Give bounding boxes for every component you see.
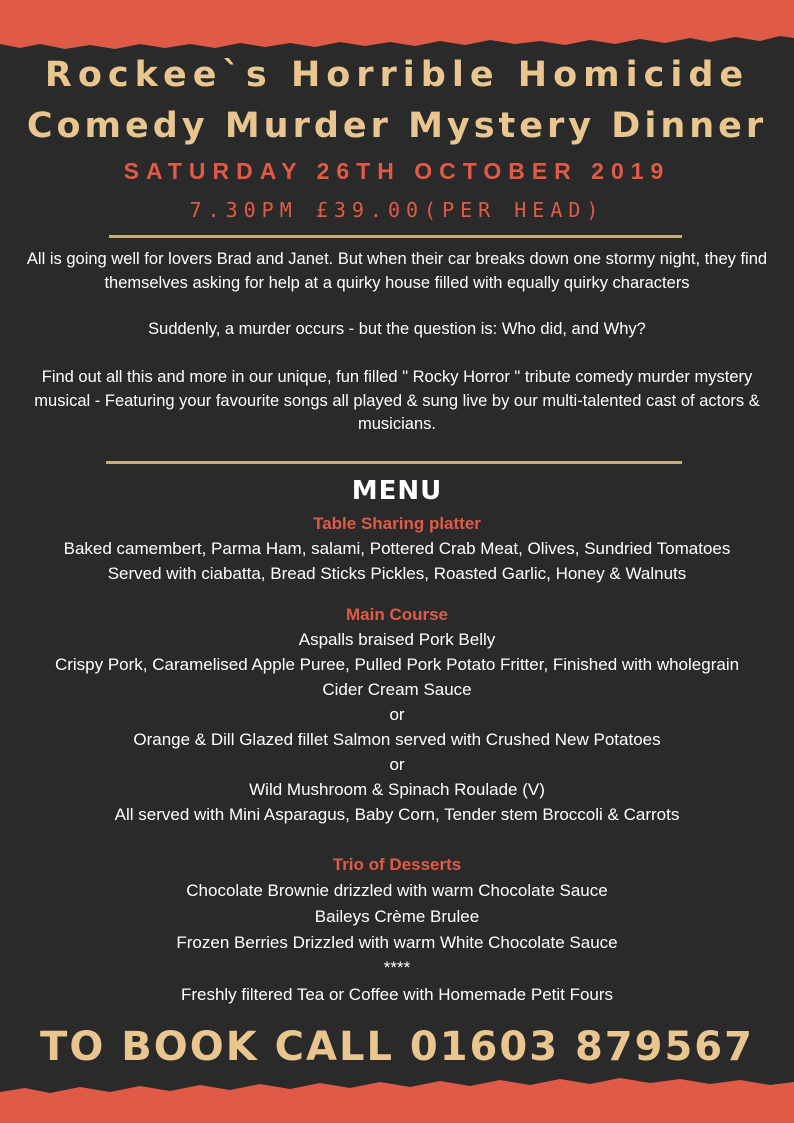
dessert-line: Frozen Berries Drizzled with warm White Chocolate Sauce (176, 933, 618, 952)
divider-top (109, 235, 682, 238)
main-course-title: Main Course (345, 605, 449, 624)
main-course-line: Wild Mushroom & Spinach Roulade (V) (249, 780, 545, 799)
event-title-line1: Rockee`s Horrible Homicide (44, 55, 750, 95)
event-price: 7.30PM £39.00(PER HEAD) (189, 198, 605, 222)
desserts-title: Trio of Desserts (332, 855, 462, 874)
main-course-line: All served with Mini Asparagus, Baby Corn, Tender stem Broccoli & Carrots (114, 805, 680, 824)
main-course-line: Crispy Pork, Caramelised Apple Puree, Pulled Pork Potato Fritter, Finished with wholegrain (54, 655, 740, 674)
dessert-line: Baileys Crème Brulee (314, 907, 480, 926)
top-decorative-band (0, 0, 794, 60)
divider-menu (106, 461, 682, 464)
starter-title: Table Sharing platter (313, 514, 481, 533)
booking-phone[interactable]: TO BOOK CALL 01603 879567 (40, 1024, 754, 1070)
starter-line: Baked camembert, Parma Ham, salami, Pottered Crab Meat, Olives, Sundried Tomatoes (63, 539, 731, 558)
intro-paragraph-1: All is going well for lovers Brad and Janet. But when their car breaks down one stormy night, they find themselves asking for help at a quirky house filled with equally quirky characters (26, 250, 768, 292)
intro-paragraph-3: Find out all this and more in our unique, fun filled " Rocky Horror " tribute comedy murder mystery musical - Featuring your favourite songs all played & sung live by our multi-talented cast of actors & musicians. (34, 368, 760, 433)
starter-line: Served with ciabatta, Bread Sticks Pickles, Roasted Garlic, Honey & Walnuts (107, 564, 687, 583)
dessert-line: Chocolate Brownie drizzled with warm Chocolate Sauce (186, 881, 608, 900)
main-course-line: Orange & Dill Glazed fillet Salmon served with Crushed New Potatoes (133, 730, 661, 749)
main-course-line: Cider Cream Sauce (322, 680, 472, 699)
main-course-line: or (389, 705, 405, 724)
main-course-line: or (389, 755, 405, 774)
dessert-line: Freshly filtered Tea or Coffee with Homemade Petit Fours (180, 985, 614, 1004)
intro-paragraph-2: Suddenly, a murder occurs - but the question is: Who did, and Why? (148, 320, 646, 338)
main-course-line: Aspalls braised Pork Belly (298, 630, 496, 649)
dessert-line: **** (383, 958, 411, 977)
event-title-line2: Comedy Murder Mystery Dinner (26, 106, 768, 146)
bottom-decorative-band (0, 1070, 794, 1123)
event-date: SATURDAY 26TH OCTOBER 2019 (123, 158, 671, 184)
menu-heading: MENU (351, 476, 443, 506)
